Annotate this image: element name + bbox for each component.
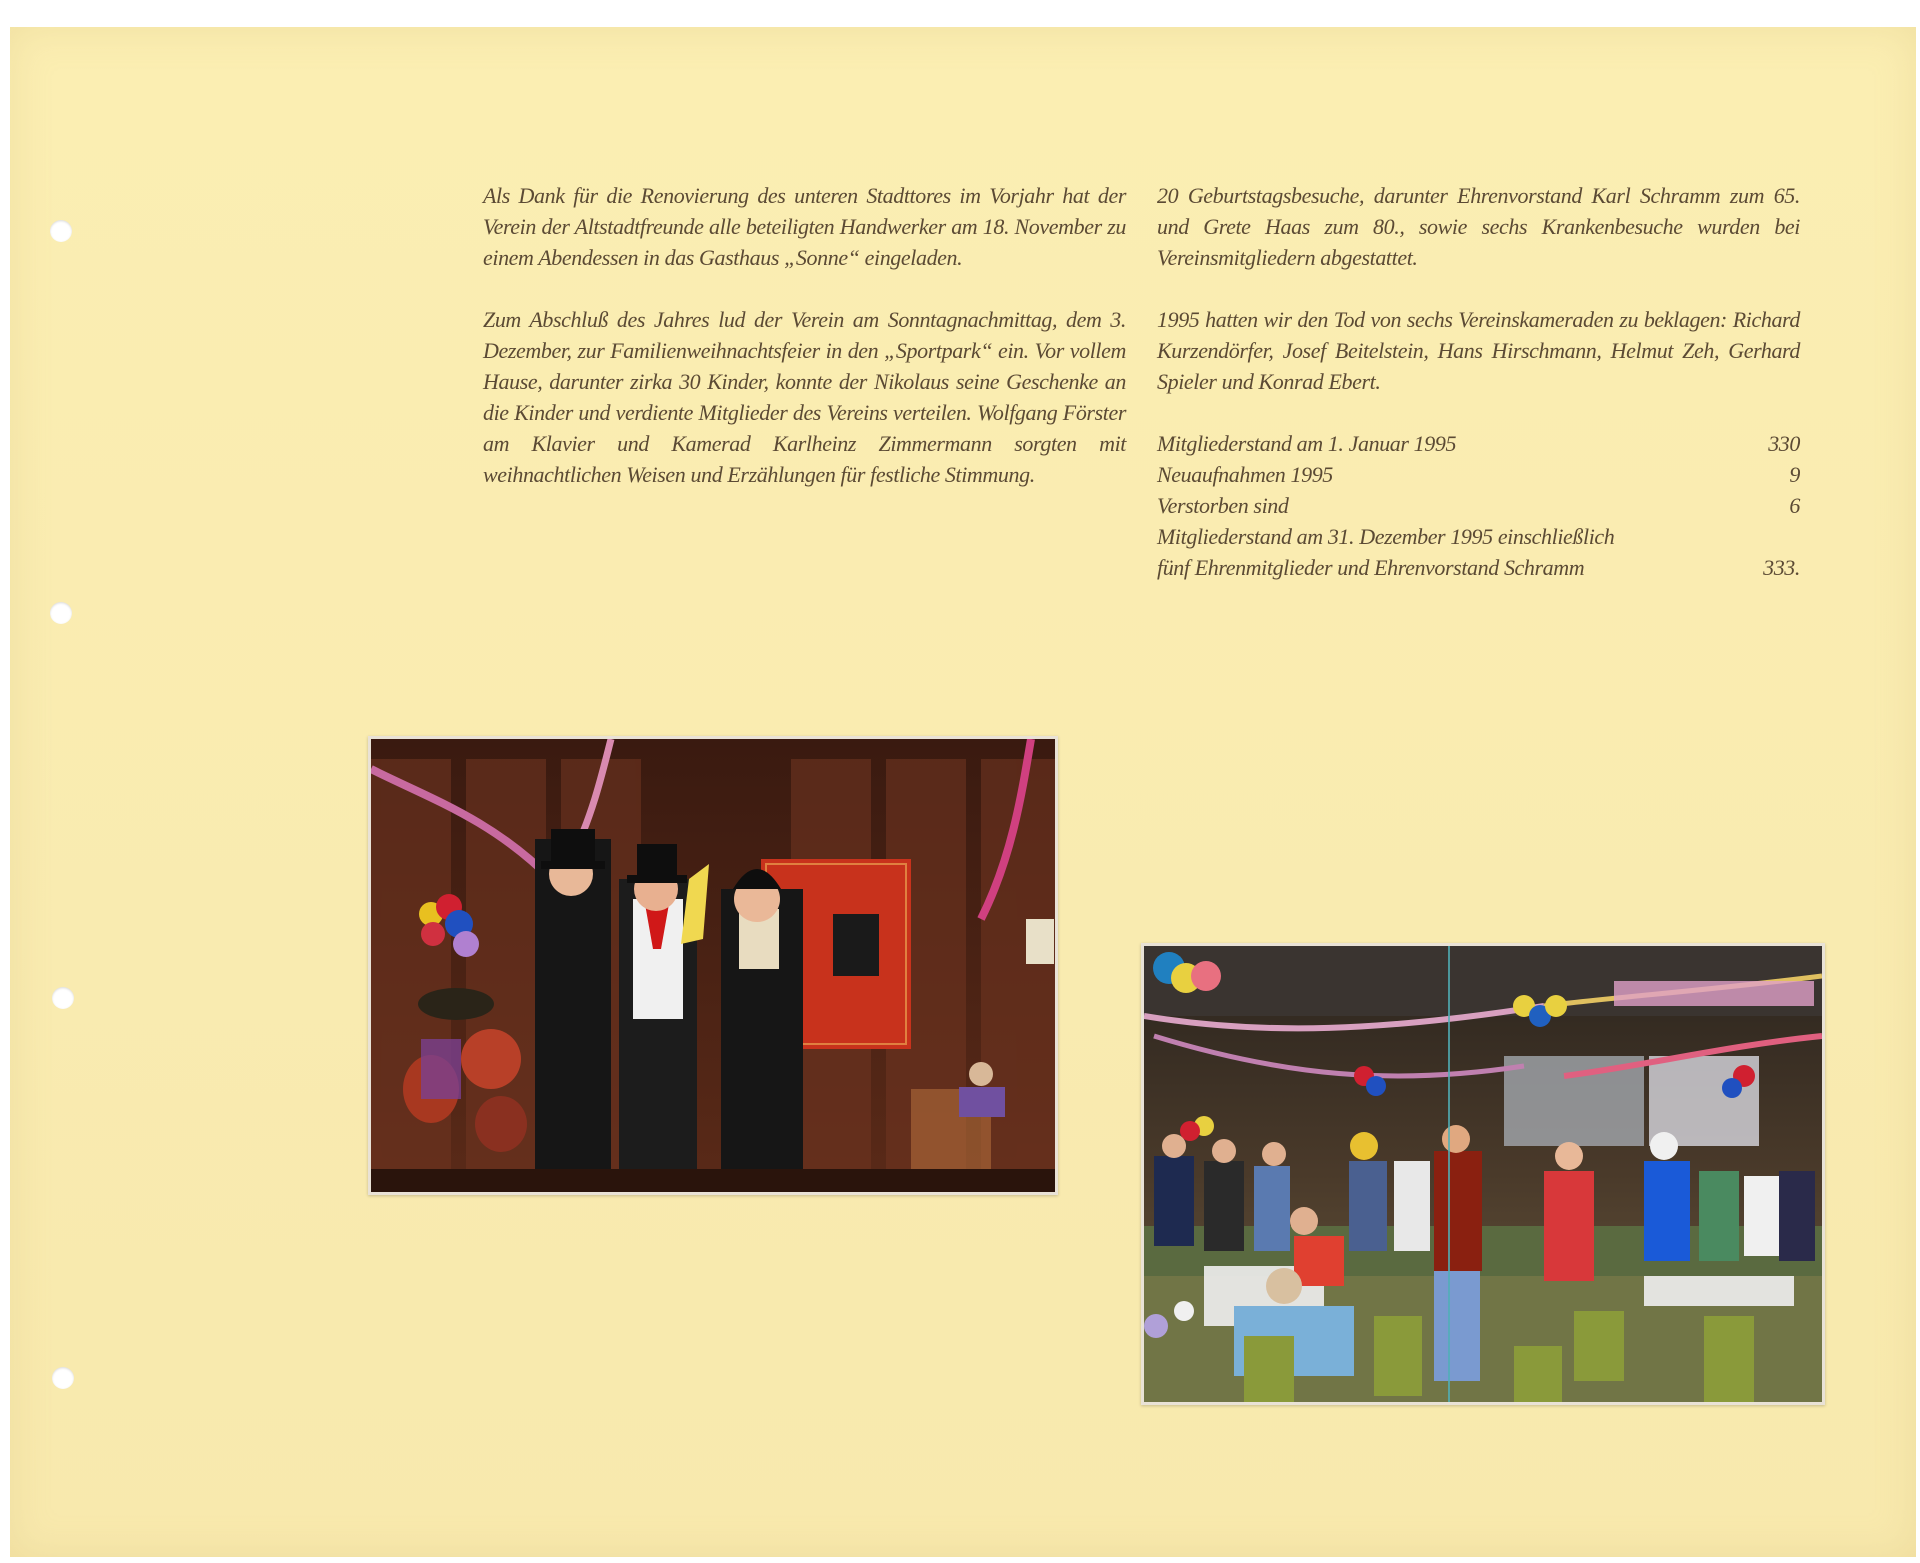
paragraph-christmas-party: Zum Abschluß des Jahres lud der Verein am Sonntagnachmittag, dem 3. Dezember, zur Familienweihnachtsfeier in den „Sportpark“ ein. Vor vollem Hause, darunter zirka 30 Kinder, konnte der Nikolaus seine Geschenke an die Kinder und verdiente Mitglieder des Vereins verteilen. Wolfgang Förster am Klavier und Kamerad Karlheinz Zimmermann sorgten mit weihnachtlichen Weisen und Erzählungen für festliche Stimmung. — [483, 307, 1126, 487]
binder-hole — [50, 602, 72, 624]
left-text-column — [483, 180, 1126, 490]
stat-value: 330 — [1768, 431, 1800, 456]
stat-value: 9 — [1789, 462, 1800, 487]
photo-singers-on-stage — [368, 736, 1058, 1195]
binder-hole — [52, 1367, 74, 1389]
right-text-column — [1157, 180, 1800, 583]
stat-label: Mitgliederstand am 1. Januar 1995 — [1157, 431, 1457, 456]
stat-label: fünf Ehrenmitglieder und Ehrenvorstand Schramm — [1157, 555, 1585, 580]
binder-hole — [50, 220, 72, 242]
binder-hole — [52, 987, 74, 1009]
stat-value: 333. — [1763, 555, 1800, 580]
stat-value: 6 — [1789, 493, 1800, 518]
paragraph-dinner: Als Dank für die Renovierung des unteren Stadttores im Vorjahr hat der Verein der Altstadtfreunde alle beteiligten Handwerker am 18. November zu einem Abendessen in das Gasthaus „Sonne“ eingeladen. — [483, 183, 1126, 270]
stat-row — [1157, 459, 1800, 490]
stat-row — [1157, 428, 1800, 459]
stat-label: Neuaufnahmen 1995 — [1157, 462, 1333, 487]
album-page — [10, 27, 1916, 1557]
membership-stats — [1157, 428, 1800, 583]
paragraph-deceased: 1995 hatten wir den Tod von sechs Vereinskameraden zu beklagen: Richard Kurzendörfer, Josef Beitelstein, Hans Hirschmann, Helmut Zeh, Gerhard Spieler und Konrad Ebert. — [1157, 307, 1800, 394]
stat-label: Verstorben sind — [1157, 493, 1289, 518]
photo-dance-hall — [1141, 943, 1825, 1405]
stat-final-line: Mitgliederstand am 31. Dezember 1995 einschließlich — [1157, 524, 1615, 549]
stat-row — [1157, 552, 1800, 583]
stat-row — [1157, 490, 1800, 521]
paragraph-visits: 20 Geburtstagsbesuche, darunter Ehrenvorstand Karl Schramm zum 65. und Grete Haas zum 80., sowie sechs Krankenbesuche wurden bei Vereinsmitgliedern abgestattet. — [1157, 183, 1800, 270]
